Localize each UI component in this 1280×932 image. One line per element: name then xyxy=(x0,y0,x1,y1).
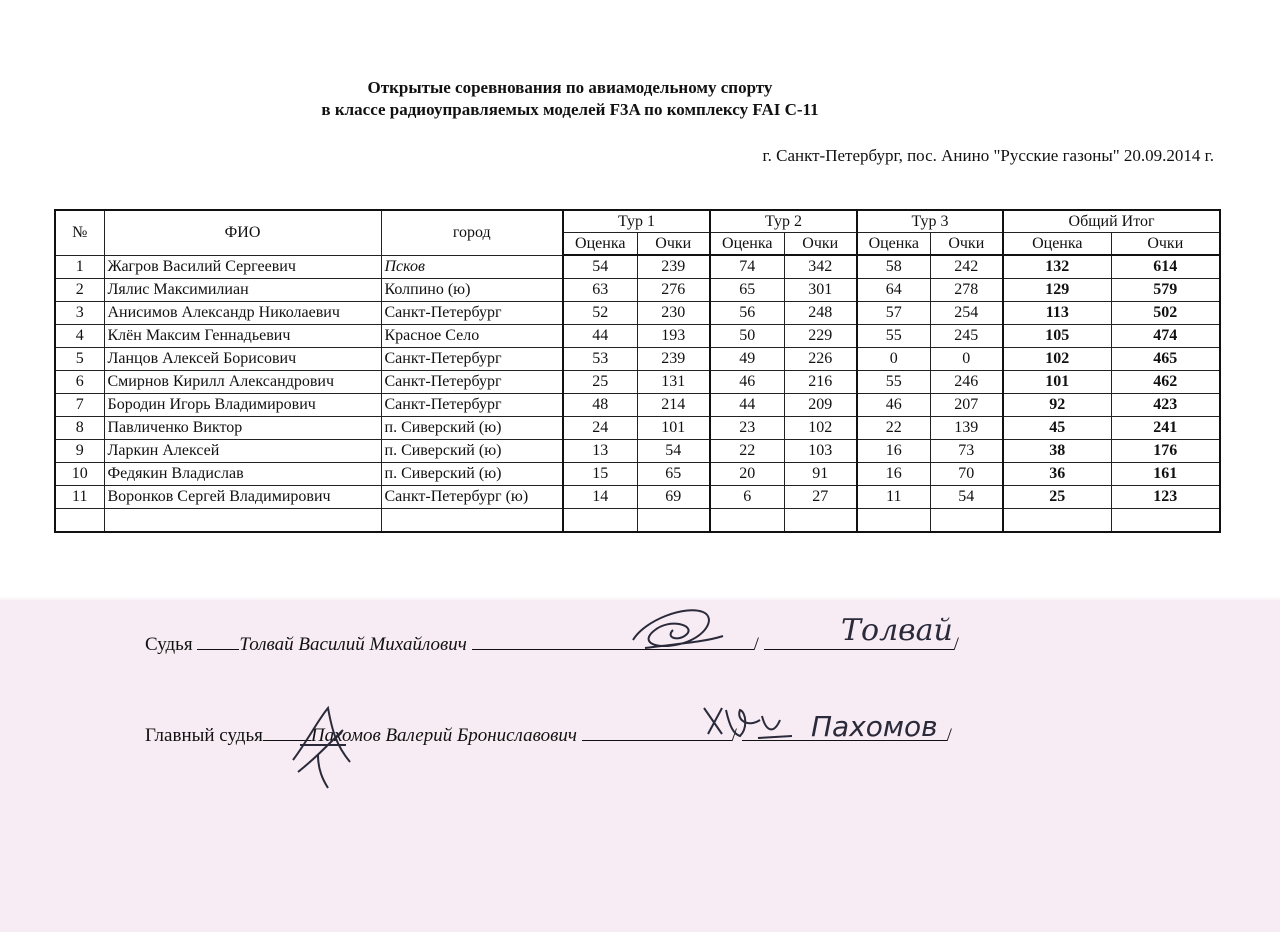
cell-p2: 226 xyxy=(784,348,857,371)
cell-n: 1 xyxy=(55,255,104,279)
cell-s2: 50 xyxy=(710,325,784,348)
cell-empty xyxy=(710,509,784,533)
cell-n: 8 xyxy=(55,417,104,440)
cell-s2: 20 xyxy=(710,463,784,486)
table-row xyxy=(55,440,1220,463)
cell-city: Псков xyxy=(381,255,563,279)
header-round1: Тур 1 xyxy=(563,210,710,233)
cell-ts: 113 xyxy=(1003,302,1111,325)
cell-city: Санкт-Петербург xyxy=(381,302,563,325)
cell-empty xyxy=(1111,509,1220,533)
cell-p2: 209 xyxy=(784,394,857,417)
cell-city: п. Сиверский (ю) xyxy=(381,440,563,463)
cell-name: Федякин Владислав xyxy=(104,463,381,486)
cell-p3: 0 xyxy=(930,348,1003,371)
cell-s2: 22 xyxy=(710,440,784,463)
results-table xyxy=(54,209,1221,533)
cell-s1: 52 xyxy=(563,302,637,325)
table-row xyxy=(55,325,1220,348)
cell-s2: 74 xyxy=(710,255,784,279)
cell-s3: 64 xyxy=(857,279,930,302)
cell-n: 2 xyxy=(55,279,104,302)
cell-n: 3 xyxy=(55,302,104,325)
cell-tp: 161 xyxy=(1111,463,1220,486)
chief-judge-label: Главный судья xyxy=(145,725,263,746)
header-points: Очки xyxy=(930,233,1003,256)
judge-name: Толвай Василий Михайлович xyxy=(239,634,467,655)
cell-name: Ланцов Алексей Борисович xyxy=(104,348,381,371)
cell-n: 9 xyxy=(55,440,104,463)
cell-p3: 207 xyxy=(930,394,1003,417)
cell-n: 7 xyxy=(55,394,104,417)
table-row xyxy=(55,486,1220,509)
cell-ts: 132 xyxy=(1003,255,1111,279)
cell-ts: 45 xyxy=(1003,417,1111,440)
header-city: город xyxy=(381,210,563,255)
document-title-line2: в классе радиоуправляемых моделей F3A по комплексу FAI С-11 xyxy=(321,100,819,119)
table-row xyxy=(55,394,1220,417)
cell-p1: 101 xyxy=(637,417,710,440)
cell-n: 10 xyxy=(55,463,104,486)
cell-s3: 22 xyxy=(857,417,930,440)
cell-name: Ларкин Алексей xyxy=(104,440,381,463)
judge-separator: / xyxy=(753,634,759,655)
cell-s2: 65 xyxy=(710,279,784,302)
cell-s1: 54 xyxy=(563,255,637,279)
cell-tp: 176 xyxy=(1111,440,1220,463)
cell-n: 6 xyxy=(55,371,104,394)
cell-p2: 229 xyxy=(784,325,857,348)
judge-signature-icon xyxy=(625,600,725,660)
cell-p1: 214 xyxy=(637,394,710,417)
chief-judge-name: Пахомов Валерий Брониславович xyxy=(310,725,577,746)
cell-p3: 246 xyxy=(930,371,1003,394)
cell-p3: 278 xyxy=(930,279,1003,302)
cell-empty xyxy=(104,509,381,533)
cell-ts: 129 xyxy=(1003,279,1111,302)
cell-s2: 23 xyxy=(710,417,784,440)
cell-empty xyxy=(930,509,1003,533)
svg-text:Пахомов: Пахомов xyxy=(811,710,938,743)
cell-p2: 103 xyxy=(784,440,857,463)
cell-s1: 44 xyxy=(563,325,637,348)
cell-ts: 92 xyxy=(1003,394,1111,417)
header-row-1 xyxy=(55,210,1220,233)
cell-empty xyxy=(784,509,857,533)
cell-city: п. Сиверский (ю) xyxy=(381,417,563,440)
cell-s1: 48 xyxy=(563,394,637,417)
cell-name: Смирнов Кирилл Александрович xyxy=(104,371,381,394)
cell-p1: 239 xyxy=(637,255,710,279)
header-round2: Тур 2 xyxy=(710,210,857,233)
chief-handwritten-name xyxy=(805,700,985,750)
judge-handwritten-name xyxy=(833,598,963,653)
cell-s2: 44 xyxy=(710,394,784,417)
cell-city: п. Сиверский (ю) xyxy=(381,463,563,486)
cell-p3: 139 xyxy=(930,417,1003,440)
cell-s1: 13 xyxy=(563,440,637,463)
cell-s1: 15 xyxy=(563,463,637,486)
cell-city: Санкт-Петербург xyxy=(381,371,563,394)
header-score: Оценка xyxy=(710,233,784,256)
cell-p1: 131 xyxy=(637,371,710,394)
cell-s1: 63 xyxy=(563,279,637,302)
cell-tp: 614 xyxy=(1111,255,1220,279)
location-date: г. Санкт-Петербург, пос. Анино "Русские газоны" 20.09.2014 г. xyxy=(762,146,1214,165)
cell-s1: 25 xyxy=(563,371,637,394)
cell-empty xyxy=(1003,509,1111,533)
header-score: Оценка xyxy=(563,233,637,256)
cell-s2: 6 xyxy=(710,486,784,509)
judge-label: Судья xyxy=(145,634,193,655)
cell-s1: 24 xyxy=(563,417,637,440)
cell-name: Бородин Игорь Владимирович xyxy=(104,394,381,417)
cell-name: Воронков Сергей Владимирович xyxy=(104,486,381,509)
header-points: Очки xyxy=(1111,233,1220,256)
cell-s3: 55 xyxy=(857,371,930,394)
cell-p1: 69 xyxy=(637,486,710,509)
cell-city: Санкт-Петербург (ю) xyxy=(381,486,563,509)
cell-tp: 474 xyxy=(1111,325,1220,348)
header-num: № xyxy=(55,210,104,255)
cell-city: Красное Село xyxy=(381,325,563,348)
cell-s3: 58 xyxy=(857,255,930,279)
cell-p2: 248 xyxy=(784,302,857,325)
cell-name: Лялис Максимилиан xyxy=(104,279,381,302)
cell-p3: 242 xyxy=(930,255,1003,279)
table-row xyxy=(55,417,1220,440)
cell-s2: 49 xyxy=(710,348,784,371)
svg-text:Толвай: Толвай xyxy=(841,613,953,648)
cell-ts: 25 xyxy=(1003,486,1111,509)
cell-name: Анисимов Александр Николаевич xyxy=(104,302,381,325)
cell-n: 5 xyxy=(55,348,104,371)
cell-p1: 276 xyxy=(637,279,710,302)
header-name: ФИО xyxy=(104,210,381,255)
cell-empty xyxy=(637,509,710,533)
cell-p2: 216 xyxy=(784,371,857,394)
chief-initials-icon xyxy=(288,700,358,790)
cell-p2: 301 xyxy=(784,279,857,302)
header-score: Оценка xyxy=(1003,233,1111,256)
cell-n: 4 xyxy=(55,325,104,348)
cell-s1: 14 xyxy=(563,486,637,509)
cell-p2: 27 xyxy=(784,486,857,509)
cell-p1: 193 xyxy=(637,325,710,348)
cell-p3: 54 xyxy=(930,486,1003,509)
cell-p3: 254 xyxy=(930,302,1003,325)
cell-s2: 56 xyxy=(710,302,784,325)
cell-empty xyxy=(55,509,104,533)
table-row xyxy=(55,255,1220,279)
cell-tp: 423 xyxy=(1111,394,1220,417)
cell-name: Клён Максим Геннадьевич xyxy=(104,325,381,348)
cell-n: 11 xyxy=(55,486,104,509)
cell-p2: 91 xyxy=(784,463,857,486)
table-row-empty xyxy=(55,509,1220,533)
cell-s2: 46 xyxy=(710,371,784,394)
document-title-line1: Открытые соревнования по авиамодельному спорту xyxy=(367,78,773,97)
cell-p3: 73 xyxy=(930,440,1003,463)
cell-p1: 65 xyxy=(637,463,710,486)
chief-separator: / xyxy=(946,725,952,746)
cell-tp: 123 xyxy=(1111,486,1220,509)
header-points: Очки xyxy=(784,233,857,256)
cell-s3: 57 xyxy=(857,302,930,325)
cell-ts: 101 xyxy=(1003,371,1111,394)
cell-p3: 245 xyxy=(930,325,1003,348)
chief-separator: / xyxy=(731,725,737,746)
cell-s3: 46 xyxy=(857,394,930,417)
cell-tp: 579 xyxy=(1111,279,1220,302)
cell-empty xyxy=(563,509,637,533)
header-round3: Тур 3 xyxy=(857,210,1003,233)
cell-ts: 36 xyxy=(1003,463,1111,486)
cell-ts: 38 xyxy=(1003,440,1111,463)
cell-tp: 502 xyxy=(1111,302,1220,325)
cell-p1: 239 xyxy=(637,348,710,371)
header-points: Очки xyxy=(637,233,710,256)
cell-s1: 53 xyxy=(563,348,637,371)
cell-p2: 102 xyxy=(784,417,857,440)
judge-separator: / xyxy=(953,634,959,655)
table-row xyxy=(55,302,1220,325)
cell-empty xyxy=(381,509,563,533)
cell-p1: 230 xyxy=(637,302,710,325)
table-row xyxy=(55,371,1220,394)
cell-city: Санкт-Петербург xyxy=(381,394,563,417)
cell-ts: 102 xyxy=(1003,348,1111,371)
cell-ts: 105 xyxy=(1003,325,1111,348)
header-total: Общий Итог xyxy=(1003,210,1220,233)
cell-p3: 70 xyxy=(930,463,1003,486)
cell-city: Колпино (ю) xyxy=(381,279,563,302)
cell-tp: 465 xyxy=(1111,348,1220,371)
cell-s3: 11 xyxy=(857,486,930,509)
cell-name: Павличенко Виктор xyxy=(104,417,381,440)
table-row xyxy=(55,279,1220,302)
cell-empty xyxy=(857,509,930,533)
cell-s3: 16 xyxy=(857,440,930,463)
cell-s3: 0 xyxy=(857,348,930,371)
table-row xyxy=(55,463,1220,486)
cell-name: Жагров Василий Сергеевич xyxy=(104,255,381,279)
chief-signature-icon xyxy=(700,698,795,748)
cell-p2: 342 xyxy=(784,255,857,279)
cell-s3: 16 xyxy=(857,463,930,486)
cell-s3: 55 xyxy=(857,325,930,348)
cell-city: Санкт-Петербург xyxy=(381,348,563,371)
cell-tp: 241 xyxy=(1111,417,1220,440)
header-score: Оценка xyxy=(857,233,930,256)
table-row xyxy=(55,348,1220,371)
cell-p1: 54 xyxy=(637,440,710,463)
cell-tp: 462 xyxy=(1111,371,1220,394)
